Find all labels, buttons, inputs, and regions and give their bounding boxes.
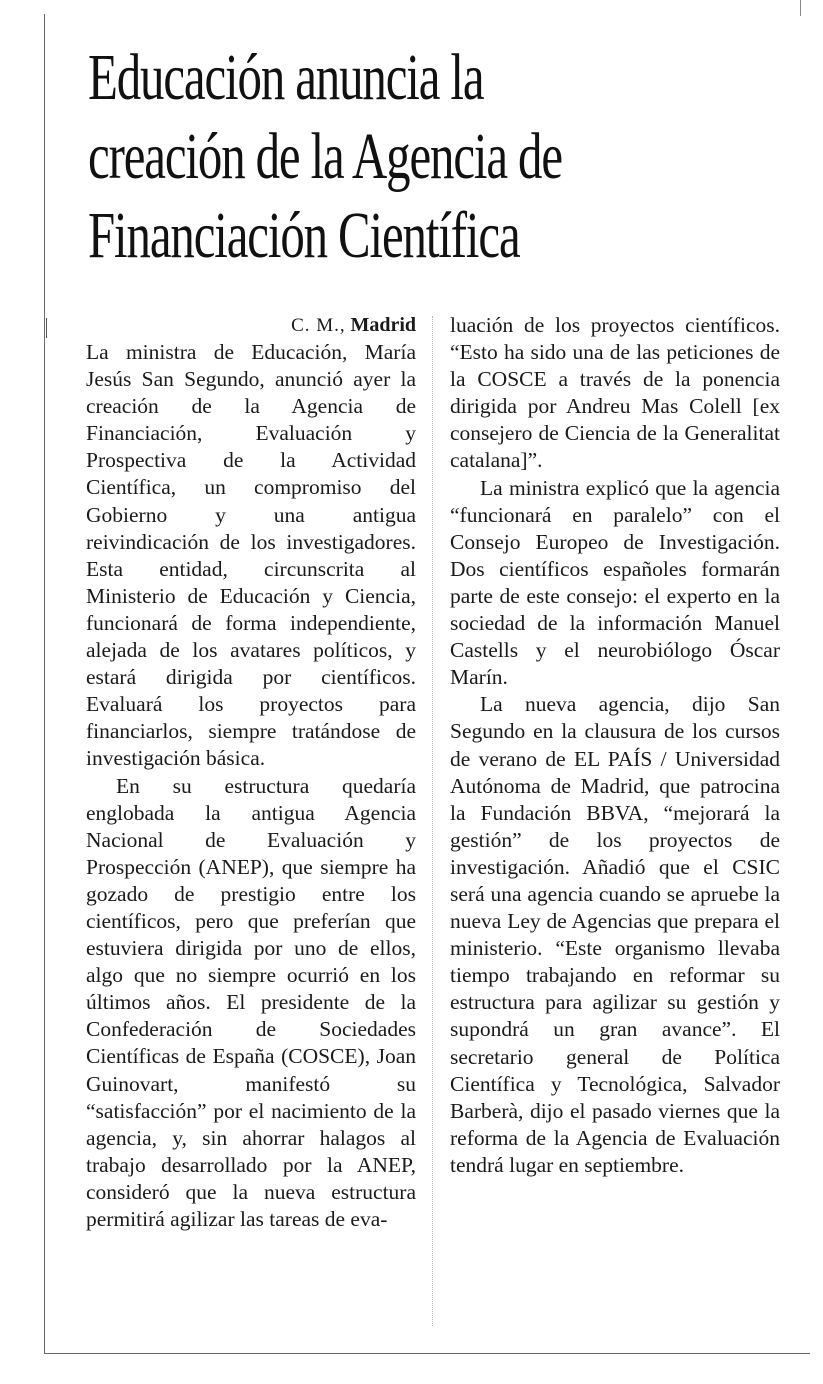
column-divider [432, 316, 433, 1326]
headline-line: creación de la Agencia de [88, 120, 562, 193]
byline-location: Madrid [350, 314, 416, 336]
article-column-right [450, 312, 780, 1179]
article-paragraph: luación de los proyectos científicos. “Esto ha sido una de las peticiones de la COSCE a través de la ponencia dirigida por Andreu Mas Colell [ex consejero de Ciencia de la Generalitat catalana]”. [450, 313, 780, 473]
byline-author: C. M., [291, 315, 346, 336]
headline-line: Financiación Científica [88, 199, 520, 272]
scan-mark [46, 318, 47, 338]
byline [86, 312, 416, 339]
headline-line: Educación anuncia la [88, 41, 484, 114]
scan-mark [800, 0, 801, 16]
article-column-left [86, 312, 416, 1233]
article-paragraph: La ministra explicó que la agencia “funcionará en paralelo” con el Consejo Europeo de Investigación. Dos científicos españoles formarán parte de este consejo: el experto en la sociedad de la información Manuel Castells y el neurobiólogo Óscar Marín. [450, 475, 780, 690]
article-paragraph: La ministra de Educación, María Jesús San Segundo, anunció ayer la creación de la Agencia de Financiación, Evaluación y Prospectiva de la Actividad Científica, un compromiso del Gobierno y una antigua reivindicación de los investigadores. Esta entidad, circunscrita al Ministerio de Educación y Ciencia, funcionará de forma independiente, alejada de los avatares políticos, y estará dirigida por científicos. Evaluará los proyectos para financiarlos, siempre tratándose de investigación básica. [86, 340, 416, 771]
headline [88, 38, 808, 275]
article-paragraph: La nueva agencia, dijo San Segundo en la clausura de los cursos de verano de EL PAÍS / Universidad Autónoma de Madrid, que patrocina la Fundación BBVA, “mejorará la gestión” de los proyectos de investigación. Añadió que el CSIC será una agencia cuando se apruebe la nueva Ley de Agencias que prepara el ministerio. “Este organismo llevaba tiempo trabajando en reformar su estructura para agilizar su gestión y supondrá un gran avance”. El secretario general de Política Científica y Tecnológica, Salvador Barberà, dijo el pasado viernes que la reforma de la Agencia de Evaluación tendrá lugar en septiembre. [450, 692, 780, 1177]
article-paragraph: En su estructura quedaría englobada la antigua Agencia Nacional de Evaluación y Prospección (ANEP), que siempre ha gozado de prestigio entre los científicos, pero que preferían que estuviera dirigida por uno de ellos, algo que no siempre ocurrió en los últimos años. El presidente de la Confederación de Sociedades Científicas de España (COSCE), Joan Guinovart, manifestó su “satisfacción” por el nacimiento de la agencia, y, sin ahorrar halagos al trabajo desarrollado por la ANEP, consideró que la nueva estructura permitirá agilizar las tareas de eva- [86, 773, 416, 1231]
